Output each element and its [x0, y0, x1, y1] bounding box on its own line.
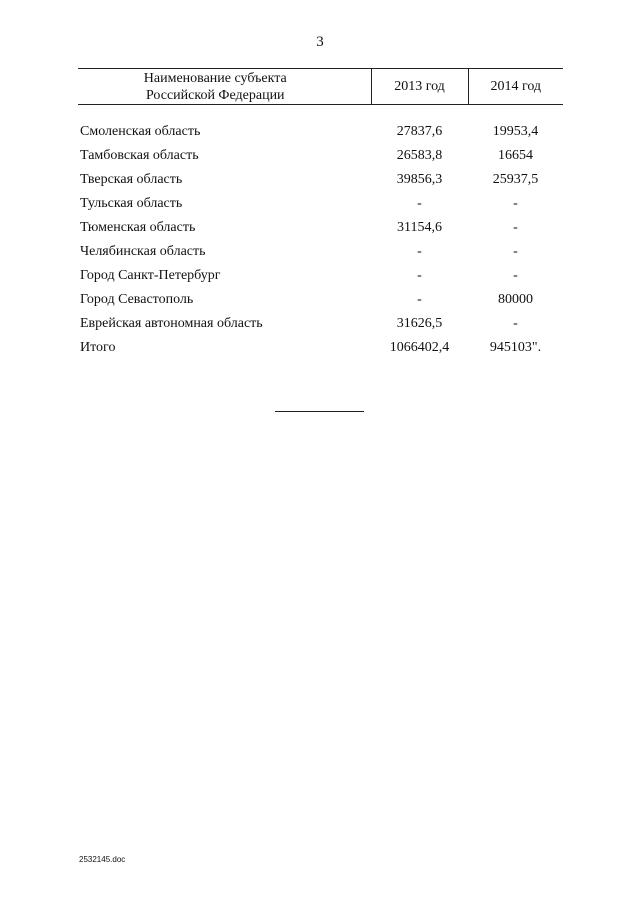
header-subject-name — [78, 69, 371, 105]
row-subject-name: Тульская область — [80, 196, 183, 211]
row-value-2013: 31154,6 — [397, 220, 442, 235]
row-value-2013: - — [417, 268, 422, 283]
document-file-code: 2532145.doc — [79, 855, 126, 864]
row-value-2013: 31626,5 — [396, 316, 443, 331]
row-value-2013: 27837,6 — [396, 124, 443, 139]
row-value-2014: 25937,5 — [492, 172, 539, 187]
row-subject-name: Тверская область — [80, 172, 183, 187]
header-subject-name-line2: Российской Федерации — [145, 87, 285, 103]
table-row — [78, 312, 563, 336]
table-row — [78, 240, 563, 264]
row-value-2013: - — [417, 196, 422, 211]
table-row — [78, 192, 563, 216]
row-subject-name: Челябинская область — [80, 244, 206, 259]
end-of-document-rule — [275, 411, 364, 412]
row-value-2013: 39856,3 — [396, 172, 443, 187]
row-value-2014: 19953,4 — [492, 124, 539, 139]
row-value-2013: - — [417, 292, 422, 307]
row-value-2014: - — [513, 220, 518, 235]
total-value-2014: 945103". — [489, 340, 542, 355]
table-spacer-row — [78, 105, 563, 121]
table-row — [78, 168, 563, 192]
header-subject-name-line1: Наименование субъекта — [143, 70, 287, 86]
row-value-2014: - — [513, 196, 518, 211]
row-subject-name: Смоленская область — [80, 124, 201, 139]
row-value-2014: - — [513, 268, 518, 283]
table-row — [78, 264, 563, 288]
header-row — [78, 69, 563, 105]
appropriations-table-container — [78, 68, 563, 360]
row-subject-name: Город Санкт-Петербург — [80, 268, 221, 283]
row-value-2013: 26583,8 — [396, 148, 443, 163]
row-subject-name: Тюменская область — [80, 220, 196, 235]
row-subject-name: Город Севастополь — [80, 292, 194, 307]
table-row — [78, 288, 563, 312]
table-row — [78, 216, 563, 240]
table-header — [78, 69, 563, 105]
table-row — [78, 120, 563, 144]
page-number: 3 — [316, 34, 324, 50]
total-value-2013: 1066402,4 — [389, 340, 450, 355]
table-row — [78, 144, 563, 168]
header-year-2013: 2013 год — [371, 69, 468, 105]
row-subject-name: Еврейская автономная область — [80, 316, 263, 331]
row-value-2014: 16654 — [498, 148, 533, 163]
row-value-2013: - — [417, 244, 422, 259]
appropriations-table — [78, 68, 563, 360]
header-year-2014: 2014 год — [468, 69, 563, 105]
total-label: Итого — [80, 340, 116, 355]
row-value-2014: 80000 — [498, 292, 533, 307]
row-subject-name: Тамбовская область — [80, 148, 199, 163]
table-body — [78, 105, 563, 361]
table-total-row — [78, 336, 563, 360]
row-value-2014: - — [513, 244, 518, 259]
row-value-2014: - — [513, 316, 518, 331]
